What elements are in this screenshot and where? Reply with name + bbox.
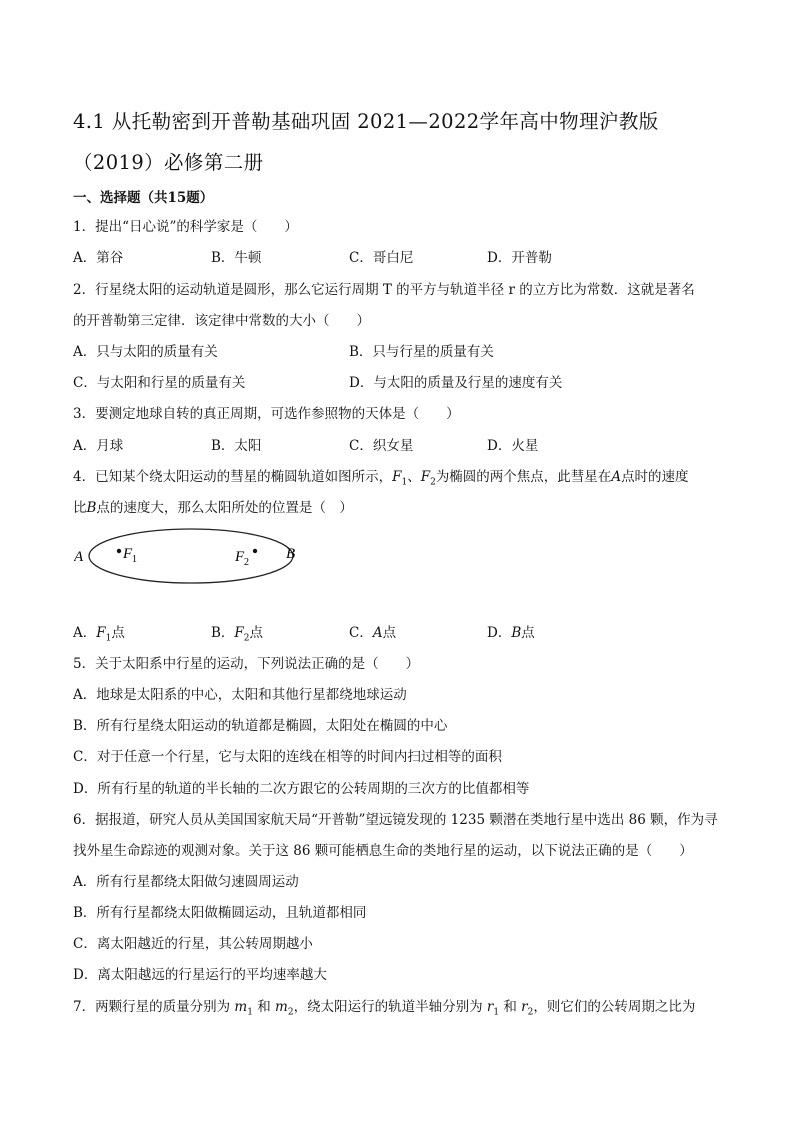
document-title-line1: 4.1 从托勒密到开普勒基础巩固 2021—2022学年高中物理沪教版 <box>73 110 659 133</box>
q4-opt-suffix: 点 <box>111 625 125 641</box>
q7-text: ，绕太阳运行的轨道半轴分别为 <box>293 999 487 1015</box>
q7-var-r: r <box>521 999 528 1015</box>
q4-opt-var: A <box>372 625 383 641</box>
label-point-a: A <box>74 549 84 565</box>
question-2-stem-line2: 的开普勒第三定律．该定律中常数的大小（ ） <box>73 313 370 329</box>
q4-text: 点的速度大，那么太阳所处的位置是（ ） <box>96 500 353 516</box>
question-1-stem: 1．提出“日心说”的科学家是（ ） <box>73 219 298 235</box>
q6-option-b: B．所有行星都绕太阳做椭圆运动，且轨道都相同 <box>73 905 367 921</box>
q4-text: 点时的速度 <box>621 469 689 485</box>
q4-opt-sub: 1 <box>105 633 112 644</box>
q7-text: ，则它们的公转周期之比为 <box>533 999 696 1015</box>
q1-option-a: A．第谷 <box>73 250 124 266</box>
q5-option-d: D．所有行星的轨道的半长轴的二次方跟它的公转周期的三次方的比值都相等 <box>73 781 530 797</box>
q4-var-a: A <box>611 469 622 485</box>
q4-sep: 、 <box>407 469 421 485</box>
question-4-stem-line2 <box>73 499 353 517</box>
question-3-stem: 3．要测定地球自转的真正周期，可选作参照物的天体是（ ） <box>73 406 460 422</box>
q6-option-d: D．离太阳越远的行星运行的平均速率越大 <box>73 967 327 983</box>
q5-option-c: C．对于任意一个行星，它与太阳的连线在相等的时间内扫过相等的面积 <box>73 749 502 765</box>
section-heading: 一、选择题（共15题） <box>73 190 214 206</box>
q4-sub1: 1 <box>401 477 408 488</box>
question-5-stem: 5．关于太阳系中行星的运动，下列说法正确的是（ ） <box>73 656 420 672</box>
question-6-stem-line2: 找外星生命踪迹的观测对象。关于这 86 颗可能栖息生命的类地行星的运动，以下说法正确的是（ ） <box>73 843 693 859</box>
q7-var-m: m <box>275 999 288 1015</box>
label-f2-sub: 2 <box>244 557 249 568</box>
q7-sub: 1 <box>493 1007 500 1018</box>
q4-opt-suffix: 点 <box>382 625 397 641</box>
q4-opt-sub: 2 <box>243 633 250 644</box>
q4-option-c <box>349 624 396 642</box>
q4-option-b <box>211 624 263 648</box>
q3-option-b: B．太阳 <box>211 438 262 454</box>
q5-option-b: B．所有行星绕太阳运动的轨道都是椭圆，太阳处在椭圆的中心 <box>73 718 448 734</box>
q6-option-a: A．所有行星都绕太阳做匀速圆周运动 <box>73 874 299 890</box>
q4-var-f2: F <box>420 469 431 485</box>
q1-option-d: D．开普勒 <box>487 250 552 266</box>
question-4-stem-line1 <box>73 468 689 492</box>
q2-option-c: C．与太阳和行星的质量有关 <box>73 375 246 391</box>
q4-opt-prefix: B． <box>211 625 235 641</box>
q7-sub: 2 <box>287 1007 294 1018</box>
q7-sub: 2 <box>527 1007 534 1018</box>
q4-opt-prefix: A． <box>73 625 97 641</box>
q4-opt-suffix: 点 <box>521 625 535 641</box>
focus-f2-dot <box>253 549 257 553</box>
q3-option-c: C．织女星 <box>349 438 414 454</box>
q1-option-c: C．哥白尼 <box>349 250 414 266</box>
q4-var-f1: F <box>392 469 402 485</box>
q2-option-b: B．只与行星的质量有关 <box>349 344 494 360</box>
q4-text: 为椭圆的两个焦点，此彗星在 <box>435 469 612 485</box>
q7-sub: 1 <box>247 1007 253 1018</box>
q4-opt-prefix: C． <box>349 625 373 641</box>
q4-text: 4．已知某个绕太阳运动的彗星的椭圆轨道如图所示， <box>73 469 393 485</box>
q4-option-a <box>73 624 125 648</box>
q1-option-b: B．牛顿 <box>211 250 262 266</box>
document-title-line2: （2019）必修第二册 <box>73 151 264 174</box>
label-f1: F <box>123 546 133 562</box>
q7-text: 7．两颗行星的质量分别为 <box>73 999 235 1015</box>
q4-var-b: B <box>86 500 97 516</box>
focus-f1-dot <box>117 549 121 553</box>
question-6-stem-line1: 6．据报道，研究人员从美国国家航天局“开普勒”望远镜发现的 1235 颗潜在类地行星中选出 86 颗，作为寻 <box>73 812 718 828</box>
q2-option-d: D．与太阳的质量及行星的速度有关 <box>349 375 563 391</box>
ellipse-orbit-figure <box>74 528 314 586</box>
q7-var-r: r <box>486 999 494 1015</box>
q5-option-a: A．地球是太阳系的中心，太阳和其他行星都绕地球运动 <box>73 687 407 703</box>
label-f1-sub: 1 <box>132 554 137 565</box>
q4-opt-var: F <box>234 625 244 641</box>
question-7-stem <box>73 998 695 1022</box>
q3-option-a: A．月球 <box>73 438 124 454</box>
q7-text: 和 <box>499 999 522 1015</box>
q6-option-c: C．离太阳越近的行星，其公转周期越小 <box>73 936 313 952</box>
q4-opt-var: B <box>511 625 522 641</box>
q4-text: 比 <box>73 500 87 516</box>
q7-text: 和 <box>252 999 276 1015</box>
label-f2: F <box>235 549 245 565</box>
q4-opt-var: F <box>96 625 106 641</box>
orbit-ellipse <box>89 529 296 583</box>
q4-sub2: 2 <box>430 477 436 488</box>
q4-opt-suffix: 点 <box>249 625 264 641</box>
q4-option-d <box>487 624 535 642</box>
q7-var-m: m <box>234 999 248 1015</box>
q2-option-a: A．只与太阳的质量有关 <box>73 344 218 360</box>
label-point-b: B <box>286 546 296 562</box>
q3-option-d: D．火星 <box>487 438 539 454</box>
question-2-stem-line1: 2．行星绕太阳的运动轨道是圆形，那么它运行周期 T 的平方与轨道半径 r 的立方比为常数．这就是著名 <box>73 282 695 298</box>
q4-opt-prefix: D． <box>487 625 512 641</box>
